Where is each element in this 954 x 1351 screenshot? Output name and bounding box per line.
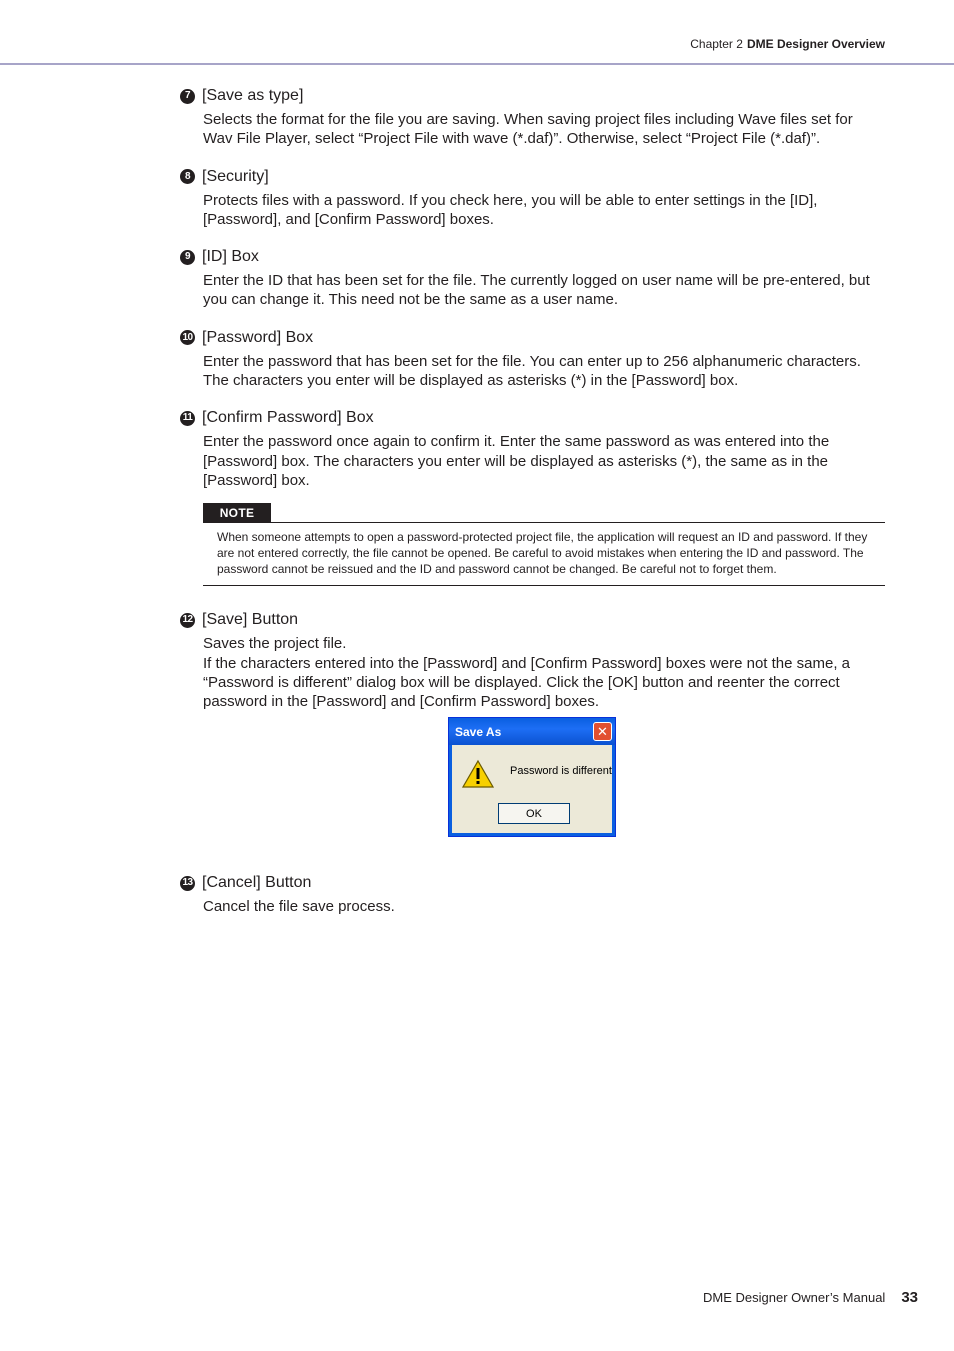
item-password-box bbox=[180, 328, 885, 391]
item-number-badge: 13 bbox=[180, 876, 195, 891]
dialog-title-bar bbox=[449, 718, 615, 745]
item-title: [Security] bbox=[202, 167, 269, 185]
item-number-badge: 12 bbox=[180, 613, 195, 628]
dialog-message: Password is different bbox=[510, 765, 612, 778]
item-description bbox=[203, 634, 885, 711]
item-title: [Cancel] Button bbox=[202, 874, 312, 892]
item-description: Protects files with a password. If you check here, you will be able to enter settings in the [ID], [Password], and [Confirm Password] boxes. bbox=[203, 191, 818, 228]
item-description: Selects the format for the file you are saving. When saving project files including Wave files set for Wav File Player, select “Project File with wave (*.daf)”. Otherwise, select “Project File (*.daf)”. bbox=[203, 111, 853, 148]
page-footer bbox=[703, 1289, 918, 1306]
item-save-as-type bbox=[180, 86, 885, 149]
item-title: [Password] Box bbox=[202, 328, 314, 346]
item-security bbox=[180, 167, 885, 230]
warning-icon bbox=[462, 759, 494, 789]
page-header bbox=[0, 0, 954, 64]
item-number-badge: 8 bbox=[180, 169, 195, 184]
item-number-badge: 10 bbox=[180, 330, 195, 345]
item-confirm-password-box bbox=[180, 408, 885, 490]
item-description: Enter the password once again to confirm it. Enter the same password as was entered into the [Password] box. The characters you enter will be displayed as asterisks (*), the same as in the [Password] box. bbox=[203, 433, 830, 489]
page-number: 33 bbox=[901, 1289, 918, 1306]
running-header bbox=[690, 37, 885, 51]
item-title: [Save as type] bbox=[202, 87, 304, 104]
description-line: If the characters entered into the [Password] and [Confirm Password] boxes were not the same, a “Password is different” dialog box will be displayed. Click the [OK] button and reenter the correct password in the [Password] and [Confirm Password] boxes. bbox=[203, 654, 850, 711]
page-content bbox=[180, 86, 885, 935]
dialog-body bbox=[449, 745, 615, 836]
close-icon[interactable]: ✕ bbox=[593, 722, 612, 741]
item-title: [ID] Box bbox=[202, 248, 259, 266]
manual-title: DME Designer Owner’s Manual bbox=[703, 1290, 886, 1305]
note-box bbox=[203, 503, 885, 586]
item-description: Cancel the file save process. bbox=[203, 898, 395, 916]
note-label: NOTE bbox=[203, 503, 271, 523]
item-title: [Save] Button bbox=[202, 611, 299, 629]
item-description: Enter the ID that has been set for the file. The currently logged on user name will be pre-entered, but you can change it. This need not be the same as a user name. bbox=[203, 272, 870, 309]
dialog-figure bbox=[180, 717, 885, 849]
dialog-title: Save As bbox=[455, 724, 502, 739]
item-save-button bbox=[180, 610, 885, 711]
item-id-box bbox=[180, 247, 885, 310]
item-number-badge: 9 bbox=[180, 250, 195, 265]
save-as-dialog bbox=[448, 717, 616, 837]
note-rule bbox=[271, 522, 885, 523]
item-number-badge: 11 bbox=[180, 411, 195, 426]
item-cancel-button bbox=[180, 873, 885, 916]
chapter-label: Chapter 2 bbox=[690, 37, 743, 51]
item-description: Enter the password that has been set for the file. You can enter up to 256 alphanumeric characters. The characters you enter will be displayed as asterisks (*) in the [Password] box. bbox=[203, 352, 861, 390]
ok-button[interactable]: OK bbox=[498, 803, 570, 824]
note-text: When someone attempts to open a password-protected project file, the application will request an ID and password. If they are not entered correctly, the file cannot be opened. Be careful to avoid mistakes when entering the ID and password. The password cannot be reissued and the ID and password cannot be changed. Be careful not to forget them. bbox=[203, 523, 885, 586]
item-number-badge: 7 bbox=[180, 89, 195, 104]
section-title: DME Designer Overview bbox=[746, 37, 885, 51]
item-title: [Confirm Password] Box bbox=[202, 409, 374, 427]
description-line: Saves the project file. bbox=[203, 635, 347, 653]
header-rule bbox=[0, 63, 954, 65]
